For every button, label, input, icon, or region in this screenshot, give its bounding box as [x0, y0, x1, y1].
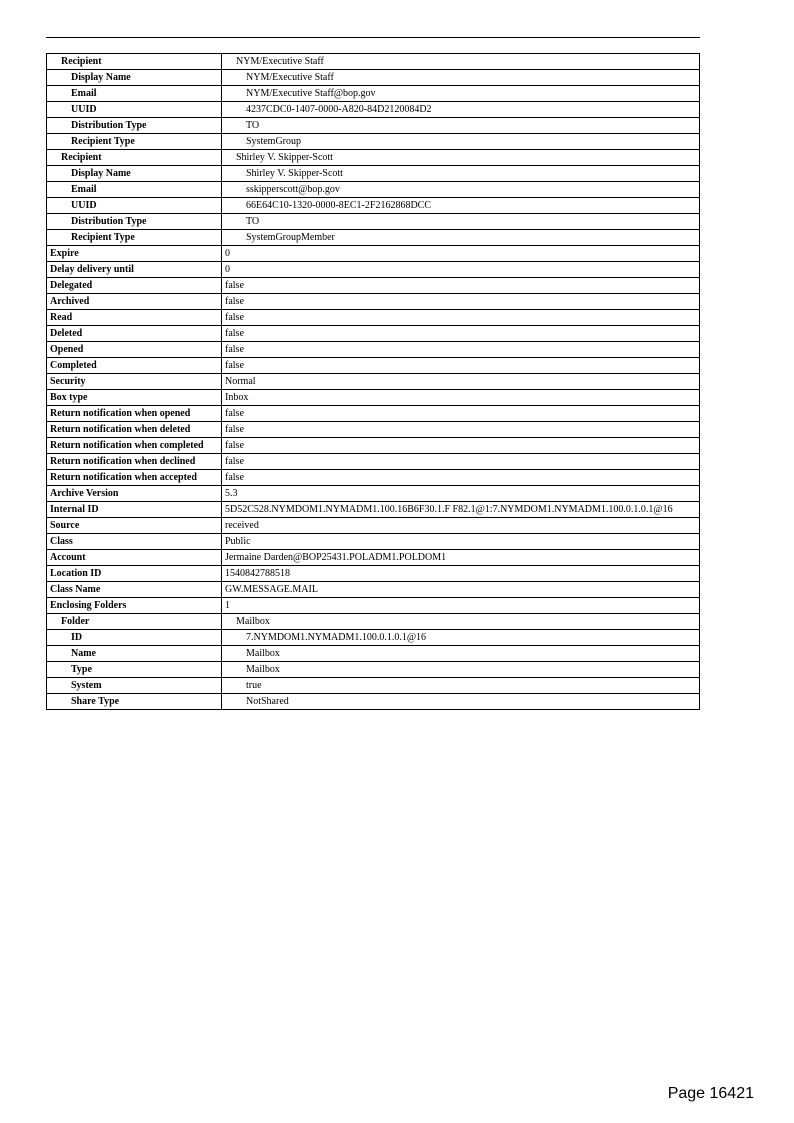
table-row	[47, 358, 700, 374]
property-value: Inbox	[222, 390, 700, 406]
table-row	[47, 342, 700, 358]
property-value: Mailbox	[222, 614, 700, 630]
property-key: Return notification when opened	[47, 406, 222, 422]
table-row	[47, 294, 700, 310]
property-key: Deleted	[47, 326, 222, 342]
property-key: Completed	[47, 358, 222, 374]
property-value: 5.3	[222, 486, 700, 502]
table-row	[47, 182, 700, 198]
table-row	[47, 582, 700, 598]
property-value: Mailbox	[222, 646, 700, 662]
table-row	[47, 374, 700, 390]
property-key: ID	[47, 630, 222, 646]
table-row	[47, 646, 700, 662]
property-key: Location ID	[47, 566, 222, 582]
property-key: Opened	[47, 342, 222, 358]
property-key: Expire	[47, 246, 222, 262]
property-value: true	[222, 678, 700, 694]
property-value: NYM/Executive Staff	[222, 70, 700, 86]
table-row	[47, 262, 700, 278]
property-value: 66E64C10-1320-0000-8EC1-2F2162868DCC	[222, 198, 700, 214]
property-value: Public	[222, 534, 700, 550]
table-row	[47, 230, 700, 246]
property-key: Return notification when declined	[47, 454, 222, 470]
table-row	[47, 630, 700, 646]
property-key: Delay delivery until	[47, 262, 222, 278]
property-value: 0	[222, 262, 700, 278]
property-key: Display Name	[47, 166, 222, 182]
table-row	[47, 438, 700, 454]
properties-table	[46, 53, 700, 710]
property-key: Internal ID	[47, 502, 222, 518]
property-key: Archive Version	[47, 486, 222, 502]
property-value: Jermaine Darden@BOP25431.POLADM1.POLDOM1	[222, 550, 700, 566]
table-row	[47, 134, 700, 150]
property-value: TO	[222, 118, 700, 134]
property-key: Source	[47, 518, 222, 534]
property-key: Recipient	[47, 150, 222, 166]
table-row	[47, 486, 700, 502]
table-row	[47, 550, 700, 566]
table-row	[47, 150, 700, 166]
table-row	[47, 694, 700, 710]
property-value: NYM/Executive Staff@bop.gov	[222, 86, 700, 102]
table-row	[47, 198, 700, 214]
property-value: false	[222, 422, 700, 438]
property-value: false	[222, 470, 700, 486]
page-number: Page 16421	[667, 1085, 754, 1102]
property-value: false	[222, 326, 700, 342]
table-row	[47, 614, 700, 630]
property-key: Recipient	[47, 54, 222, 70]
table-row	[47, 502, 700, 518]
property-value: false	[222, 406, 700, 422]
property-key: Folder	[47, 614, 222, 630]
property-value: false	[222, 294, 700, 310]
property-key: Class Name	[47, 582, 222, 598]
table-row	[47, 214, 700, 230]
property-key: Distribution Type	[47, 118, 222, 134]
property-value: false	[222, 438, 700, 454]
table-row	[47, 70, 700, 86]
property-value: 1	[222, 598, 700, 614]
property-value: received	[222, 518, 700, 534]
property-key: Display Name	[47, 70, 222, 86]
table-row	[47, 390, 700, 406]
property-key: Box type	[47, 390, 222, 406]
property-key: Return notification when accepted	[47, 470, 222, 486]
property-key: Enclosing Folders	[47, 598, 222, 614]
property-value: Mailbox	[222, 662, 700, 678]
property-key: Name	[47, 646, 222, 662]
table-row	[47, 598, 700, 614]
property-value: TO	[222, 214, 700, 230]
table-row	[47, 310, 700, 326]
property-key: Email	[47, 86, 222, 102]
table-row	[47, 470, 700, 486]
property-value: Shirley V. Skipper-Scott	[222, 150, 700, 166]
property-value: sskipperscott@bop.gov	[222, 182, 700, 198]
table-row	[47, 102, 700, 118]
table-row	[47, 246, 700, 262]
property-key: Recipient Type	[47, 134, 222, 150]
property-key: Account	[47, 550, 222, 566]
property-value: 0	[222, 246, 700, 262]
table-row	[47, 678, 700, 694]
property-value: false	[222, 454, 700, 470]
property-value: GW.MESSAGE.MAIL	[222, 582, 700, 598]
property-value: NotShared	[222, 694, 700, 710]
property-value: Normal	[222, 374, 700, 390]
property-key: Type	[47, 662, 222, 678]
property-key: Email	[47, 182, 222, 198]
table-row	[47, 406, 700, 422]
property-value: false	[222, 278, 700, 294]
property-value: SystemGroupMember	[222, 230, 700, 246]
property-key: UUID	[47, 102, 222, 118]
property-key: Class	[47, 534, 222, 550]
property-key: Delegated	[47, 278, 222, 294]
table-row	[47, 86, 700, 102]
property-value: false	[222, 310, 700, 326]
property-key: Return notification when deleted	[47, 422, 222, 438]
property-value: 1540842788518	[222, 566, 700, 582]
property-key: Archived	[47, 294, 222, 310]
table-row	[47, 54, 700, 70]
property-value: 7.NYMDOM1.NYMADM1.100.0.1.0.1@16	[222, 630, 700, 646]
property-key: Distribution Type	[47, 214, 222, 230]
table-row	[47, 534, 700, 550]
property-key: Recipient Type	[47, 230, 222, 246]
property-value: SystemGroup	[222, 134, 700, 150]
table-row	[47, 278, 700, 294]
table-row	[47, 118, 700, 134]
property-key: Read	[47, 310, 222, 326]
property-key: UUID	[47, 198, 222, 214]
property-value: false	[222, 342, 700, 358]
table-row	[47, 566, 700, 582]
table-row	[47, 166, 700, 182]
property-value: Shirley V. Skipper-Scott	[222, 166, 700, 182]
table-row	[47, 454, 700, 470]
property-value: 4237CDC0-1407-0000-A820-84D2120084D2	[222, 102, 700, 118]
property-key: Share Type	[47, 694, 222, 710]
table-row	[47, 326, 700, 342]
header-rule	[46, 37, 700, 38]
table-row	[47, 422, 700, 438]
table-row	[47, 662, 700, 678]
table-row	[47, 518, 700, 534]
property-key: Return notification when completed	[47, 438, 222, 454]
property-value: false	[222, 358, 700, 374]
property-value: 5D52C528.NYMDOM1.NYMADM1.100.16B6F30.1.F F82.1@1:7.NYMDOM1.NYMADM1.100.0.1.0.1@16	[222, 502, 700, 518]
property-key: System	[47, 678, 222, 694]
property-value: NYM/Executive Staff	[222, 54, 700, 70]
property-key: Security	[47, 374, 222, 390]
